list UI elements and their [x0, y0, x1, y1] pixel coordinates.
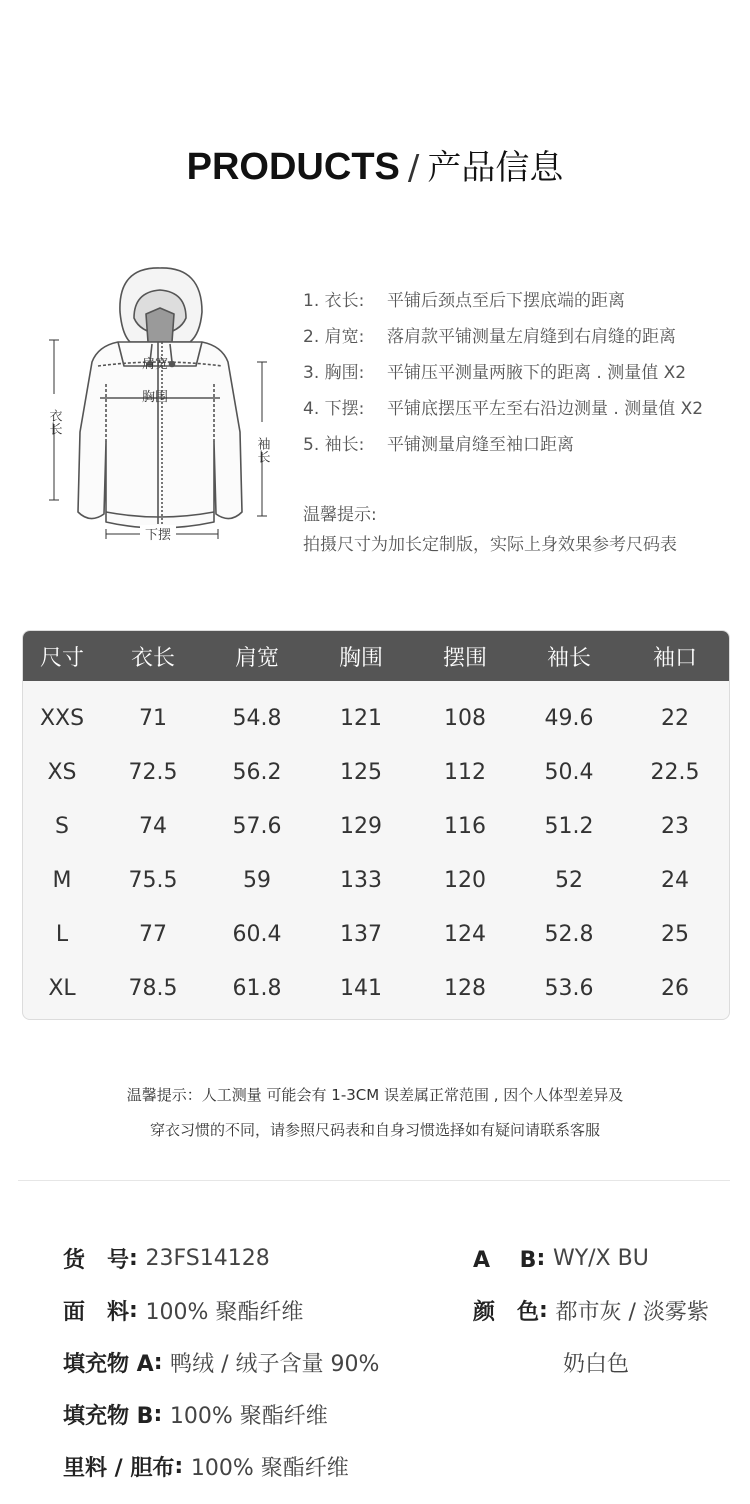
- measure-desc: 平铺测量肩缝至袖口距离: [387, 434, 574, 455]
- table-cell: 22: [661, 705, 689, 731]
- table-cell: 108: [444, 705, 486, 731]
- table-cell: 125: [340, 759, 382, 785]
- lining-label: 里料 / 胆布: [63, 1455, 175, 1481]
- note-line-2: 穿衣习惯的不同，请参照尺码表和自身习惯选择如有疑问请联系客服: [149, 1121, 600, 1139]
- measure-tip: [303, 500, 677, 560]
- table-cell: 50.4: [544, 759, 594, 785]
- table-cell: 59: [243, 867, 271, 893]
- ab-value: WY/X BU: [552, 1245, 649, 1271]
- filling-a-value: 鸭绒 / 绒子含量 90%: [170, 1351, 380, 1377]
- filling-b-label: 填充物 B: [63, 1403, 154, 1429]
- tip-text: 拍摄尺寸为加长定制版，实际上身效果参考尺码表: [303, 535, 677, 555]
- color-label: 颜 色: [473, 1299, 540, 1325]
- info-ab: A B : WY/X BU: [473, 1232, 709, 1284]
- table-cell: 56.2: [232, 759, 282, 785]
- table-cell: 72.5: [128, 759, 178, 785]
- tip-title: 温馨提示:: [303, 505, 377, 525]
- table-cell: 129: [340, 813, 382, 839]
- info-fabric: 面 料 : 100% 聚酯纤维: [63, 1284, 379, 1336]
- info-lining: 里料 / 胆布 : 100% 聚酯纤维: [63, 1440, 379, 1492]
- measure-row: [303, 424, 743, 460]
- label-hem: 下摆: [144, 528, 172, 543]
- table-cell: 71: [139, 705, 167, 731]
- measure-row: [303, 388, 743, 424]
- lining-value: 100% 聚酯纤维: [190, 1455, 349, 1481]
- table-cell: 53.6: [544, 975, 594, 1001]
- section-divider: [18, 1180, 730, 1181]
- measure-desc: 平铺后颈点至后下摆底端的距离: [387, 290, 625, 311]
- label-sleeve: 袖长: [254, 437, 270, 463]
- fabric-label: 面 料: [63, 1299, 130, 1325]
- table-cell: 116: [444, 813, 486, 839]
- filling-a-label: 填充物 A: [63, 1351, 154, 1377]
- item-no-label: 货 号: [63, 1247, 130, 1273]
- table-cell: 112: [444, 759, 486, 785]
- size-table: [22, 630, 730, 1020]
- table-cell: 49.6: [544, 705, 594, 731]
- measure-label: 5. 袖长:: [303, 434, 365, 455]
- table-row: [23, 691, 729, 745]
- measure-row: [303, 280, 743, 316]
- filling-b-value: 100% 聚酯纤维: [169, 1403, 328, 1429]
- table-body: [23, 681, 729, 1015]
- size-note: [0, 1078, 750, 1148]
- info-color-extra: [473, 1336, 709, 1388]
- header-cell: 袖长: [546, 645, 591, 671]
- table-cell: 22.5: [650, 759, 700, 785]
- label-length: 衣长: [46, 409, 62, 435]
- measure-row: [303, 316, 743, 352]
- table-row: [23, 961, 729, 1015]
- table-cell: 121: [340, 705, 382, 731]
- measure-desc: 平铺压平测量两腋下的距离 . 测量值 X2: [387, 362, 687, 383]
- table-cell: 61.8: [232, 975, 282, 1001]
- table-cell: 75.5: [128, 867, 178, 893]
- jacket-diagram: [40, 262, 280, 552]
- measure-desc: 落肩款平铺测量左肩缝到右肩缝的距离: [387, 326, 676, 347]
- table-cell: 52: [555, 867, 583, 893]
- header-cell: 袖口: [652, 645, 697, 671]
- header-cell: 肩宽: [234, 645, 279, 671]
- table-cell: 133: [340, 867, 382, 893]
- table-cell: 128: [444, 975, 486, 1001]
- table-cell: 57.6: [232, 813, 282, 839]
- table-cell: XS: [47, 759, 77, 785]
- table-cell: XL: [48, 975, 76, 1001]
- table-cell: 23: [661, 813, 689, 839]
- measure-label: 3. 胸围:: [303, 362, 365, 383]
- header-cell: 尺寸: [39, 645, 84, 671]
- title-en: PRODUCTS: [186, 146, 400, 188]
- title-separator: /: [407, 148, 420, 188]
- measure-label: 2. 肩宽:: [303, 326, 365, 347]
- table-cell: 54.8: [232, 705, 282, 731]
- table-cell: 51.2: [544, 813, 594, 839]
- color-value-1: 都市灰 / 淡雾紫: [555, 1299, 709, 1325]
- header-cell: 衣长: [130, 645, 175, 671]
- page-title: [0, 140, 750, 189]
- table-header: [23, 631, 729, 681]
- table-row: [23, 907, 729, 961]
- measure-label: 4. 下摆:: [303, 398, 365, 419]
- fabric-value: 100% 聚酯纤维: [145, 1299, 304, 1325]
- header-cell: 摆围: [442, 645, 487, 671]
- measure-label: 1. 衣长:: [303, 290, 365, 311]
- table-cell: 78.5: [128, 975, 178, 1001]
- table-row: [23, 853, 729, 907]
- table-row: [23, 799, 729, 853]
- table-cell: 120: [444, 867, 486, 893]
- table-cell: 124: [444, 921, 486, 947]
- table-cell: 141: [340, 975, 382, 1001]
- measurement-list: [303, 280, 743, 460]
- info-filling-b: 填充物 B : 100% 聚酯纤维: [63, 1388, 379, 1440]
- color-value-2: 奶白色: [563, 1351, 630, 1377]
- table-cell: 60.4: [232, 921, 282, 947]
- info-item-no: 货 号 : 23FS14128: [63, 1232, 379, 1284]
- item-no-value: 23FS14128: [145, 1245, 270, 1271]
- table-cell: XXS: [39, 705, 85, 731]
- info-filling-a: 填充物 A : 鸭绒 / 绒子含量 90%: [63, 1336, 379, 1388]
- table-cell: L: [55, 921, 69, 947]
- label-shoulder: 肩宽: [142, 357, 169, 372]
- info-color: 颜 色 : 都市灰 / 淡雾紫: [473, 1284, 709, 1336]
- table-cell: 26: [661, 975, 689, 1001]
- table-cell: M: [52, 867, 72, 893]
- title-zh: 产品信息: [427, 148, 564, 188]
- table-cell: 137: [340, 921, 382, 947]
- label-chest: 胸围: [142, 390, 169, 405]
- table-cell: 24: [661, 867, 689, 893]
- product-info-left: [63, 1232, 379, 1492]
- table-cell: 25: [661, 921, 689, 947]
- header-cell: 胸围: [338, 645, 383, 671]
- note-line-1: 温馨提示：人工测量 可能会有 1-3CM 误差属正常范围 , 因个人体型差异及: [126, 1086, 624, 1104]
- table-cell: 74: [139, 813, 167, 839]
- table-cell: S: [55, 813, 69, 839]
- table-cell: 77: [139, 921, 167, 947]
- ab-label: A B: [473, 1247, 537, 1273]
- product-info-right: [473, 1232, 709, 1388]
- table-cell: 52.8: [544, 921, 594, 947]
- table-row: [23, 745, 729, 799]
- measure-desc: 平铺底摆压平左至右沿边测量 . 测量值 X2: [387, 398, 704, 419]
- measure-row: [303, 352, 743, 388]
